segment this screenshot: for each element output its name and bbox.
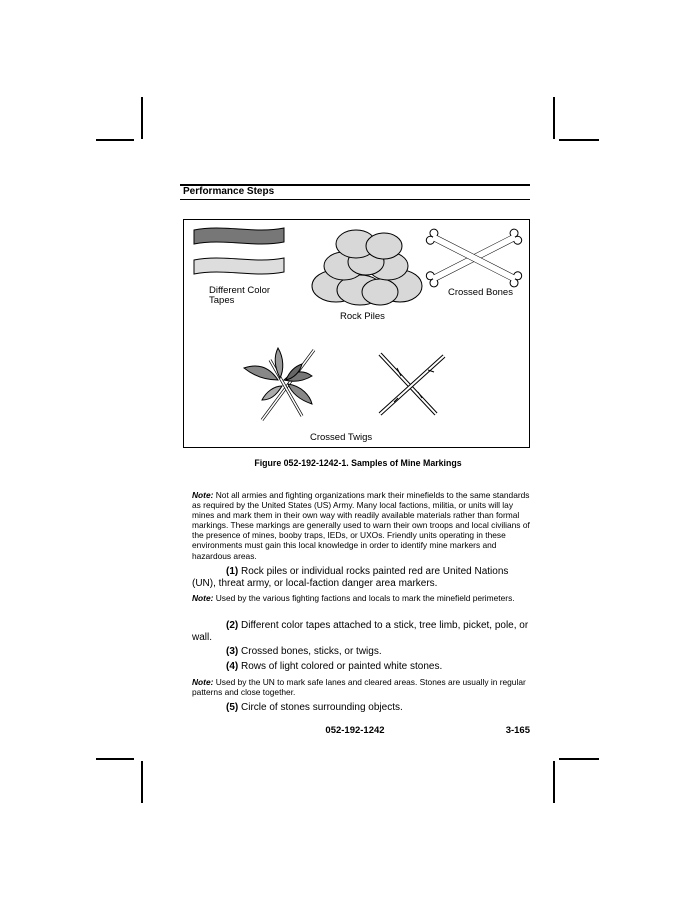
step-5 [192,702,530,714]
crop-mark-bl-horizontal [96,758,134,760]
figure-mine-markings [183,219,530,448]
note-paragraph-2 [192,593,530,603]
note-paragraph-3 [192,677,530,697]
note-text: Used by the various fighting factions and locals to mark the minefield perimeters. [215,593,515,603]
step-text: Different color tapes attached to a stick, tree limb, picket, pole, or wall. [192,620,529,643]
step-text: Circle of stones surrounding objects. [241,702,403,713]
crossed-bones-icon [425,228,523,289]
step-number: (1) [226,566,239,577]
crop-mark-tr-horizontal [559,139,599,141]
footer-document-number: 052-192-1242 [325,725,385,736]
light-tape-icon [194,258,284,274]
crop-mark-br-horizontal [559,758,599,760]
step-2 [192,620,530,644]
plain-crossed-twigs-icon [380,354,444,414]
note-text: Not all armies and fighting organizations mark their minefields to the same standards as required by the United States (US) Army. Many local factions, militia, or units will lay mines and mark them in their own way with readily available materials rather than formal markings. These markings are generally used to warn their own troops and local civilians of the presence of mines, booby traps, IEDs, or UXOs. Friendly units operating in these environments must gain this local knowledge in order to identify mine markers and hazardous areas. [192,490,530,561]
step-4 [192,661,530,673]
section-rule-bottom [180,199,530,200]
step-number: (4) [226,661,239,672]
crop-mark-br-vertical [553,761,555,803]
step-3 [192,646,530,658]
step-number: (2) [226,620,239,631]
figure-caption: Figure 052-192-1242-1. Samples of Mine Markings [254,458,462,468]
note-label: Note: [192,677,214,687]
section-title: Performance Steps [183,186,275,197]
step-text: Crossed bones, sticks, or twigs. [241,646,382,657]
label-crossed-bones: Crossed Bones [448,287,513,298]
dark-tape-icon [194,228,284,244]
label-crossed-twigs: Crossed Twigs [310,432,373,443]
step-1 [192,566,530,590]
note-label: Note: [192,593,214,603]
crop-mark-tl-horizontal [96,139,134,141]
rock-pile-icon [312,230,422,305]
note-label: Note: [192,490,214,500]
note-text: Used by the UN to mark safe lanes and cleared areas. Stones are usually in regular patterns and close together. [192,677,526,698]
note-paragraph-1 [192,490,530,561]
figure-illustration [184,220,531,449]
step-text: Rows of light colored or painted white stones. [241,661,443,672]
crop-mark-bl-vertical [141,761,143,803]
leafy-crossed-twigs-icon [244,348,314,420]
label-rock-piles: Rock Piles [340,311,385,322]
step-number: (3) [226,646,239,657]
footer-page-number: 3-165 [505,725,530,736]
step-number: (5) [226,702,239,713]
crop-mark-tl-vertical [141,97,143,139]
crop-mark-tr-vertical [553,97,555,139]
label-different-color-tapes: Different Color Tapes [209,285,271,306]
step-text: Rock piles or individual rocks painted red are United Nations (UN), threat army, or local-faction danger area markers. [192,566,509,589]
